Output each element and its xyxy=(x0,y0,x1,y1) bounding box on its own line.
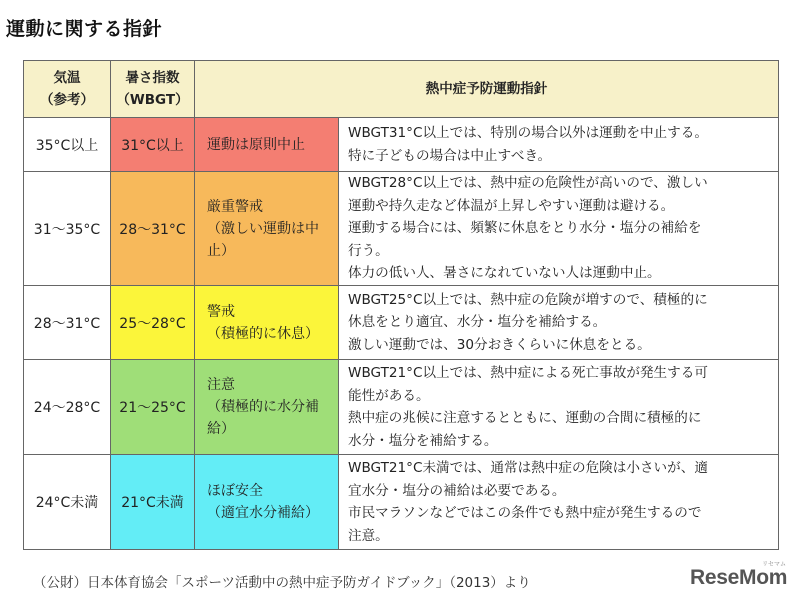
level-line: 給） xyxy=(207,421,235,437)
cell-wbgt: 25～28°C xyxy=(111,286,195,360)
cell-temp: 31～35°C xyxy=(24,172,111,286)
description-line: 宜水分・塩分の補給は必要である。 xyxy=(348,482,566,499)
description-line: 能性がある。 xyxy=(348,387,430,404)
level-line: 注意 xyxy=(207,377,235,393)
level-line: （適宜水分補給） xyxy=(207,505,319,521)
table-body xyxy=(24,118,779,550)
header-wbgt xyxy=(111,61,195,118)
description-line: 体力の低い人、暑さになれていない人は運動中止。 xyxy=(348,265,661,282)
description-line: 注意。 xyxy=(348,527,389,544)
table-row xyxy=(24,455,779,550)
description-line: 市民マラソンなどではこの条件でも熱中症が発生するので xyxy=(348,505,702,521)
table-row xyxy=(24,360,779,455)
header-temp-line2: （参考） xyxy=(40,92,94,108)
cell-temp: 28～31°C xyxy=(24,286,111,360)
level-line: 運動は原則中止 xyxy=(207,136,305,153)
cell-wbgt: 21°C未満 xyxy=(111,455,195,550)
description-line: WBGT21°C未満では、通常は熱中症の危険は小さいが、適 xyxy=(348,460,708,476)
page-title: 運動に関する指針 xyxy=(6,18,163,40)
cell-temp: 24°C未満 xyxy=(24,455,111,550)
cell-wbgt: 28～31°C xyxy=(111,172,195,286)
description-line: 運動や持久走など体温が上昇しやすい運動は避ける。 xyxy=(348,197,675,214)
cell-wbgt: 21～25°C xyxy=(111,360,195,455)
level-line: 厳重警戒 xyxy=(207,198,263,215)
description-line: 激しい運動では、30分おきくらいに休息をとる。 xyxy=(348,336,651,353)
level-line: 止） xyxy=(207,242,235,259)
cell-description xyxy=(339,172,779,286)
cell-level xyxy=(195,286,339,360)
resemom-logo-sub: リセマム xyxy=(762,561,786,568)
description-line: 休息をとり適宜、水分・塩分を補給する。 xyxy=(348,314,607,331)
cell-description xyxy=(339,360,779,455)
level-line: （激しい運動は中 xyxy=(207,220,319,237)
description-line: WBGT25°C以上では、熱中症の危険が増すので、積極的に xyxy=(348,291,708,308)
level-line: （積極的に休息） xyxy=(207,325,319,342)
resemom-logo: ReseMom xyxy=(690,566,788,589)
description-line: 行う。 xyxy=(348,242,389,259)
table-row xyxy=(24,286,779,360)
description-line: WBGT28°C以上では、熱中症の危険性が高いので、激しい xyxy=(348,175,708,192)
cell-level xyxy=(195,360,339,455)
cell-level xyxy=(195,172,339,286)
header-temp-line1: 気温 xyxy=(53,70,81,86)
source-citation: （公財）日本体育協会「スポーツ活動中の熱中症予防ガイドブック」（2013）より xyxy=(33,575,531,591)
cell-temp: 35°C以上 xyxy=(24,118,111,172)
header-wbgt-line2: （WBGT） xyxy=(116,92,189,108)
level-line: （積極的に水分補 xyxy=(207,399,319,415)
cell-description xyxy=(339,455,779,550)
description-line: 水分・塩分を補給する。 xyxy=(348,432,498,449)
cell-level xyxy=(195,118,339,172)
cell-description xyxy=(339,286,779,360)
cell-temp: 24～28°C xyxy=(24,360,111,455)
table-row xyxy=(24,118,779,172)
exercise-guideline-table xyxy=(23,60,779,550)
description-line: WBGT31°C以上では、特別の場合以外は運動を中止する。 xyxy=(348,125,708,141)
description-line: WBGT21°C以上では、熱中症による死亡事故が発生する可 xyxy=(348,365,708,381)
level-line: ほぼ安全 xyxy=(207,483,263,499)
description-line: 運動する場合には、頻繁に休息をとり水分・塩分の補給を xyxy=(348,220,702,237)
header-wbgt-line1: 暑さ指数 xyxy=(125,70,180,86)
level-line: 警戒 xyxy=(207,303,235,320)
description-line: 特に子どもの場合は中止すべき。 xyxy=(348,147,552,164)
table-row xyxy=(24,172,779,286)
cell-level xyxy=(195,455,339,550)
cell-wbgt: 31°C以上 xyxy=(111,118,195,172)
header-guide: 熱中症予防運動指針 xyxy=(195,61,779,118)
header-temp xyxy=(24,61,111,118)
table-header-row xyxy=(24,61,779,118)
description-line: 熱中症の兆候に注意するとともに、運動の合間に積極的に xyxy=(348,410,702,426)
cell-description xyxy=(339,118,779,172)
